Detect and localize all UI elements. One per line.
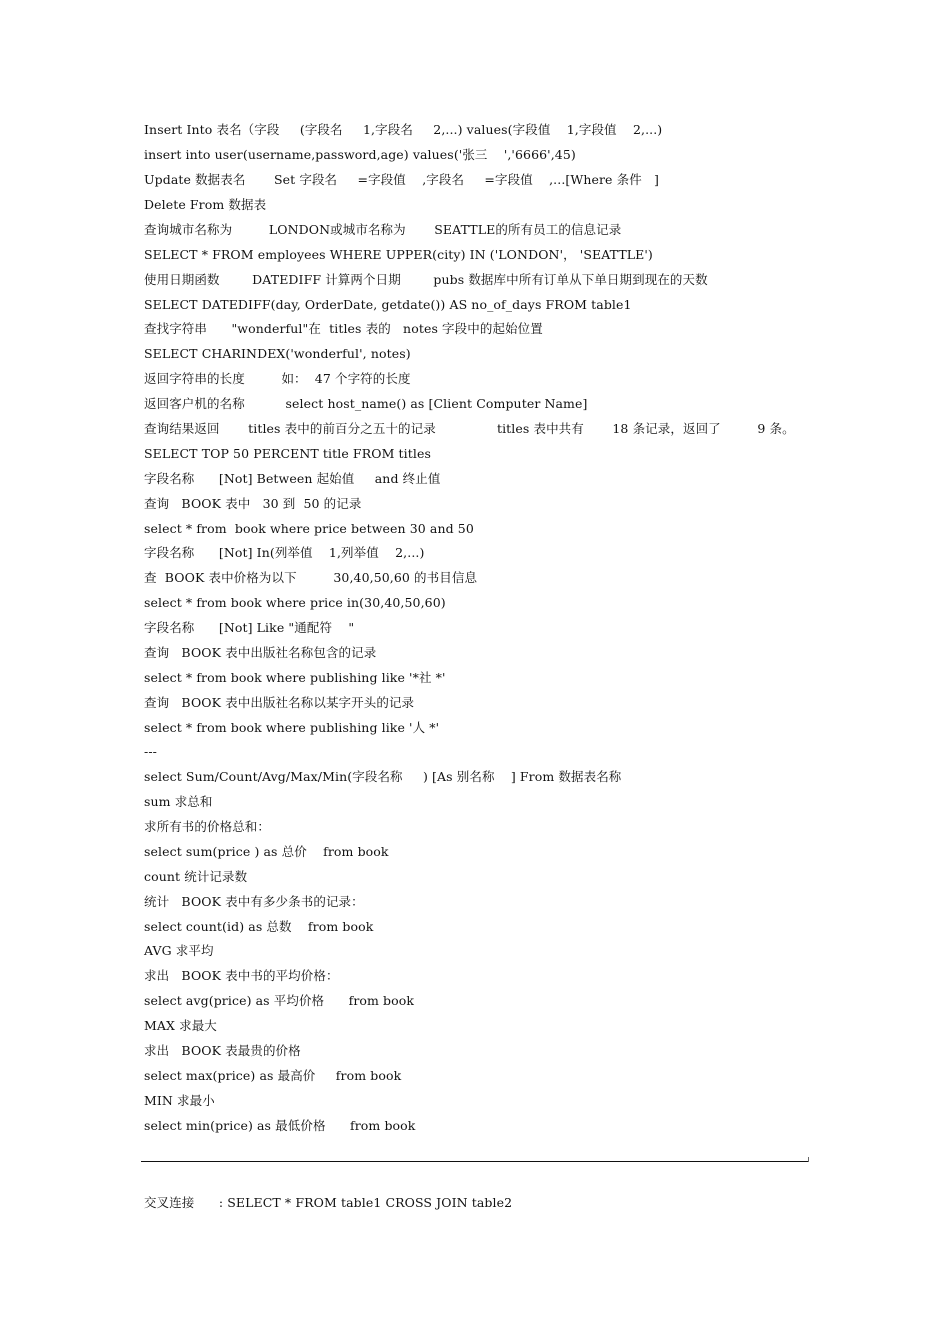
text-line: select sum(price ) as 总价 from book xyxy=(144,844,389,859)
text-line: Delete From 数据表 xyxy=(144,197,267,212)
text-line: 使用日期函数 DATEDIFF 计算两个日期 pubs 数据库中所有订单从下单日期到现在的天数 xyxy=(144,272,708,287)
text-line: 查找字符串 "wonderful"在 titles 表的 notes 字段中的起始位置 xyxy=(144,321,543,336)
text-line: SELECT * FROM employees WHERE UPPER(city) IN ('LONDON'， 'SEATTLE') xyxy=(144,247,653,262)
text-line: select min(price) as 最低价格 from book xyxy=(144,1118,416,1133)
text-line: 字段名称 [Not] In(列举值 1,列举值 2,...) xyxy=(144,545,425,560)
text-line: SELECT DATEDIFF(day, OrderDate, getdate()) AS no_of_days FROM table1 xyxy=(144,297,632,312)
text-line: 求出 BOOK 表中书的平均价格： xyxy=(144,968,339,983)
text-line: SELECT TOP 50 PERCENT title FROM titles xyxy=(144,446,431,461)
text-line: MIN 求最小 xyxy=(144,1093,215,1108)
text-line: select count(id) as 总数 from book xyxy=(144,919,374,934)
text-line: 查询结果返回 titles 表中的前百分之五十的记录 titles 表中共有 18 条记录，返回了 9 条。 xyxy=(144,421,795,436)
text-line: 求出 BOOK 表最贵的价格 xyxy=(144,1043,301,1058)
text-line: 查询 BOOK 表中出版社名称以某字开头的记录 xyxy=(144,695,415,710)
text-line: select * from book where publishing like '人 *' xyxy=(144,720,440,735)
text-line: select avg(price) as 平均价格 from book xyxy=(144,993,415,1008)
text-line: select max(price) as 最高价 from book xyxy=(144,1068,402,1083)
text-line: 查询 BOOK 表中 30 到 50 的记录 xyxy=(144,496,362,511)
text-line: 求所有书的价格总和： xyxy=(144,819,271,834)
text-line: insert into user(username,password,age) values('张三 ','6666',45) xyxy=(144,147,576,162)
text-line: AVG 求平均 xyxy=(144,943,214,958)
horizontal-rule xyxy=(141,1161,809,1162)
text-line: 返回字符串的长度 如： 47 个字符的长度 xyxy=(144,371,411,386)
text-line: 查询 BOOK 表中出版社名称包含的记录 xyxy=(144,645,377,660)
text-line: count 统计记录数 xyxy=(144,869,248,884)
text-line: Update 数据表名 Set 字段名 =字段值 ,字段名 =字段值 ,...[Where 条件 ] xyxy=(144,172,660,187)
text-line: 统计 BOOK 表中有多少条书的记录： xyxy=(144,894,364,909)
text-line: SELECT CHARINDEX('wonderful', notes) xyxy=(144,346,411,361)
text-line: Insert Into 表名（字段 (字段名 1,字段名 2,...) values(字段值 1,字段值 2,...) xyxy=(144,122,663,137)
text-line: 返回客户机的名称 select host_name() as [Client Computer Name] xyxy=(144,396,588,411)
cross-join-line: 交叉连接 : SELECT * FROM table1 CROSS JOIN table2 xyxy=(144,1195,513,1210)
text-line: select * from book where price in(30,40,50,60) xyxy=(144,595,446,610)
text-line: select * from book where publishing like '*社 *' xyxy=(144,670,446,685)
text-line: sum 求总和 xyxy=(144,794,213,809)
text-line: select * from book where price between 30 and 50 xyxy=(144,521,474,536)
text-line: 查 BOOK 表中价格为以下 30,40,50,60 的书目信息 xyxy=(144,570,478,585)
text-line: MAX 求最大 xyxy=(144,1018,217,1033)
text-line: 字段名称 [Not] Like "通配符 " xyxy=(144,620,355,635)
rule-end-mark xyxy=(808,1157,809,1162)
text-line: 查询城市名称为 LONDON或城市名称为 SEATTLE的所有员工的信息记录 xyxy=(144,222,622,237)
text-line: select Sum/Count/Avg/Max/Min(字段名称 ) [As 别名称 ] From 数据表名称 xyxy=(144,769,622,784)
text-line: 字段名称 [Not] Between 起始值 and 终止值 xyxy=(144,471,441,486)
text-line: --- xyxy=(144,744,157,759)
